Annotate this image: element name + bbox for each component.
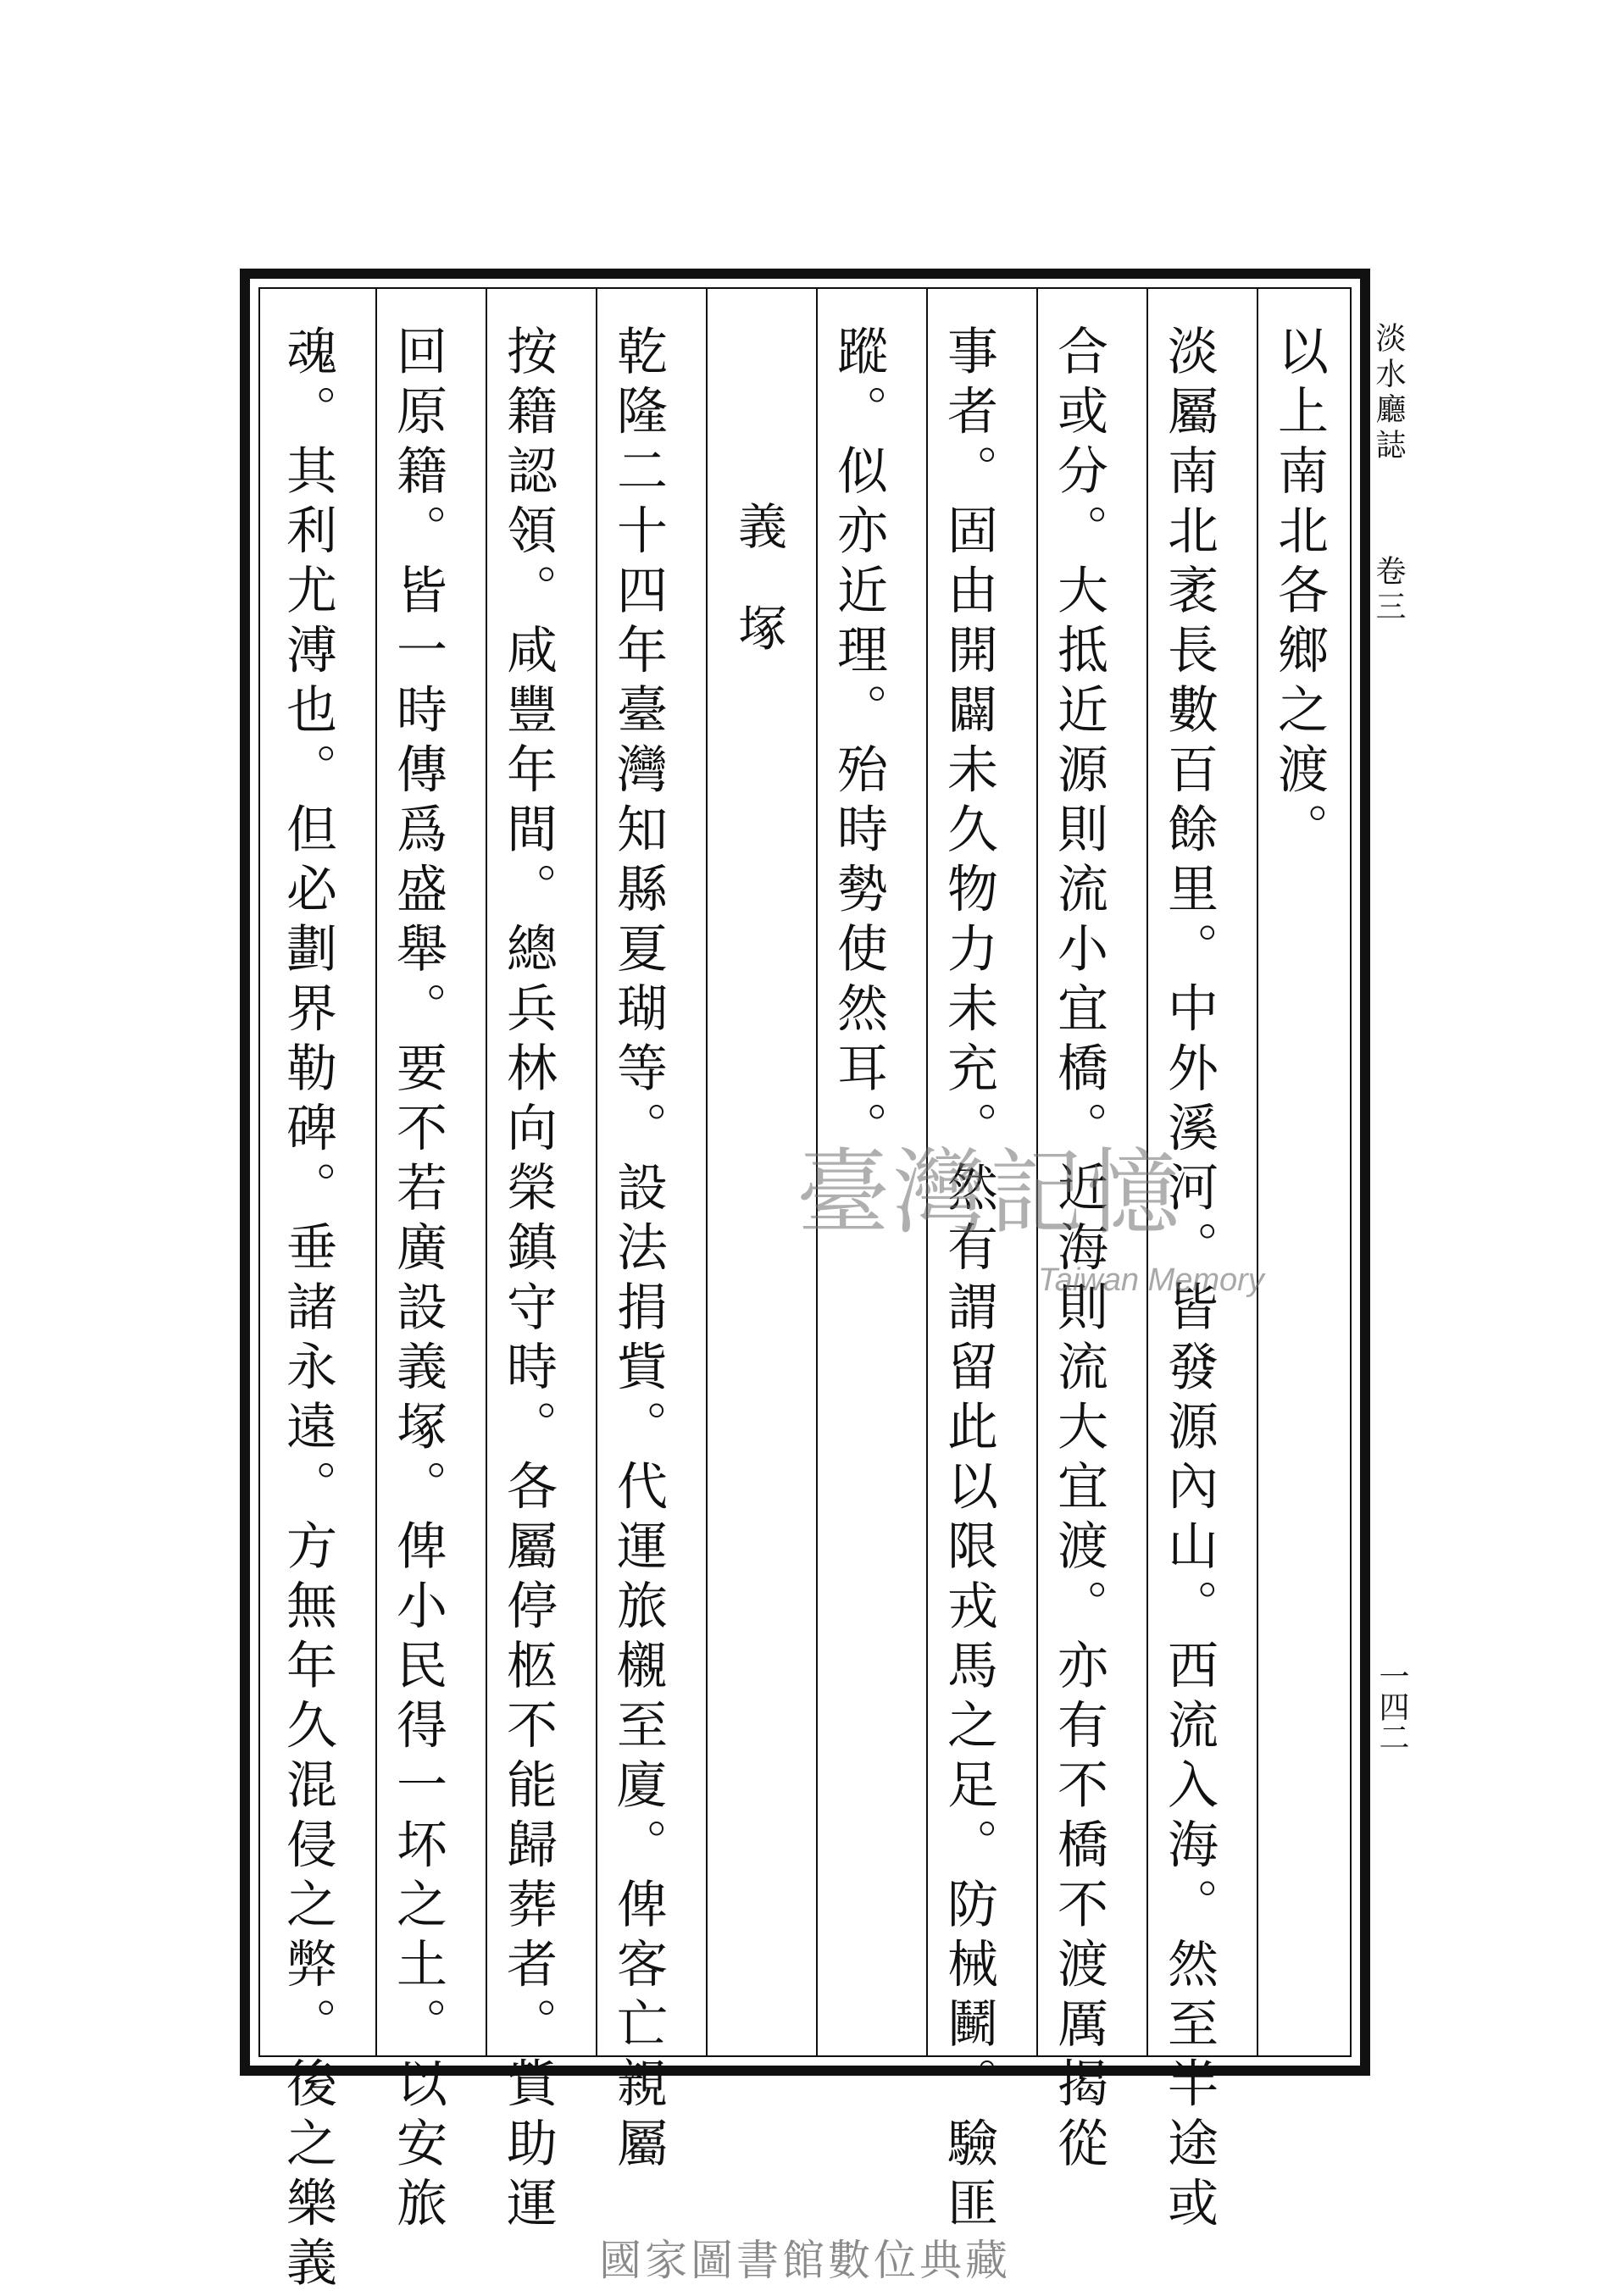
column-rule	[375, 289, 377, 2055]
watermark-logo-english: Taiwan Memory	[1038, 1262, 1264, 1298]
running-header-volume: 卷三	[1371, 555, 1406, 626]
watermark-logo: 臺灣記憶	[797, 1139, 1183, 1247]
text-column-2: 淡屬南北袤長數百餘里。中外溪河。皆發源內山。西流入海。然至半途或	[1159, 324, 1219, 2236]
text-column-4: 事者。固由開闢未久物力未充。然有謂留此以限戎馬之足。防械鬭。驗匪	[939, 324, 998, 2236]
column-rule	[486, 289, 487, 2055]
text-column-5: 蹤。似亦近理。殆時勢使然耳。	[829, 324, 888, 1161]
text-column-9: 魂。其利尤溥也。但必劃界勒碑。垂諸永遠。方無年久混侵之弊。後之樂義	[278, 324, 337, 2296]
running-header-title: 淡水廳誌	[1371, 322, 1406, 464]
text-column-6: 乾隆二十四年臺灣知縣夏瑚等。設法捐貲。代運旅櫬至廈。俾客亡親屬	[608, 324, 668, 2177]
column-rule	[1257, 289, 1258, 2055]
text-column-1: 以上南北各鄉之渡。	[1269, 324, 1329, 862]
page-number: 一四二	[1374, 1661, 1409, 1752]
text-column-8: 回原籍。皆一時傳爲盛舉。要不若廣設義塚。俾小民得一坏之土。以安旅	[388, 324, 447, 2236]
column-rule	[706, 289, 708, 2055]
running-header	[1371, 322, 1406, 626]
text-column-3: 合或分。大抵近源則流小宜橋。近海則流大宜渡。亦有不橋不渡厲揭從	[1049, 324, 1108, 2177]
text-column-7: 按籍認領。咸豐年間。總兵林向榮鎮守時。各屬停柩不能歸葬者。貲助運	[498, 324, 558, 2236]
column-rule	[596, 289, 597, 2055]
section-heading: 義塚	[730, 501, 787, 704]
footer-credit: 國家圖書館數位典藏	[599, 2236, 1011, 2285]
